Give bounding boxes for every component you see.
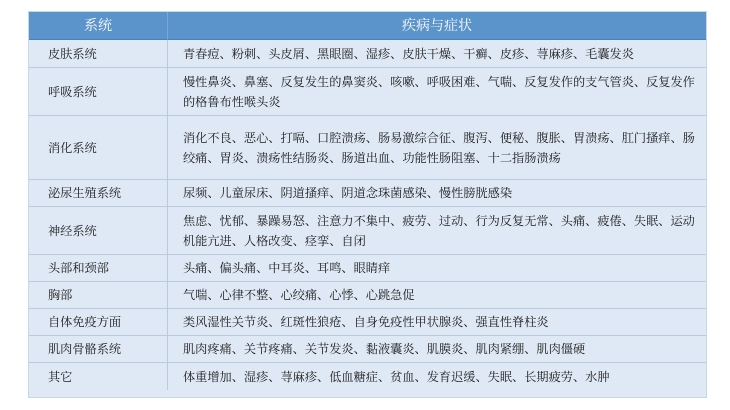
row-system: 胸部 bbox=[29, 282, 168, 309]
row-symptoms: 类风湿性关节炎、红斑性狼疮、自身免疫性甲状腺炎、强直性脊柱炎 bbox=[168, 309, 706, 336]
row-symptoms: 慢性鼻炎、鼻塞、反复发生的鼻窦炎、咳嗽、呼吸困难、气喘、反复发作的支气管炎、反复发作的格鲁布性喉头炎 bbox=[168, 68, 706, 116]
row-system: 头部和颈部 bbox=[29, 255, 168, 282]
row-symptoms: 青春痘、粉刺、头皮屑、黑眼圈、湿疹、皮肤干燥、干癣、皮疹、荨麻疹、毛囊发炎 bbox=[168, 40, 706, 68]
row-system: 肌肉骨骼系统 bbox=[29, 336, 168, 363]
row-symptoms: 体重增加、湿疹、荨麻疹、低血糖症、贫血、发育迟缓、失眠、长期疲劳、水肿 bbox=[183, 369, 610, 384]
row-symptoms: 消化不良、恶心、打嗝、口腔溃疡、肠易激综合征、腹泻、便秘、腹胀、胃溃疡、肛门搔痒、肠绞痛、胃炎、溃疡性结肠炎、肠道出血、功能性肠阻塞、十二指肠溃疡 bbox=[168, 116, 706, 180]
row-system: 自体免疫方面 bbox=[29, 309, 168, 336]
row-system: 消化系统 bbox=[29, 116, 168, 180]
row-symptoms: 气喘、心律不整、心绞痛、心悸、心跳急促 bbox=[168, 282, 706, 309]
row-system: 呼吸系统 bbox=[29, 68, 168, 116]
symptom-table bbox=[28, 11, 707, 398]
row-symptoms: 肌肉疼痛、关节疼痛、关节发炎、黏液囊炎、肌膜炎、肌肉紧绷、肌肉僵硬 bbox=[168, 336, 706, 363]
header-symptoms: 疾病与症状 bbox=[168, 12, 706, 40]
header-system: 系统 bbox=[29, 12, 168, 40]
row-symptoms: 焦虑、忧郁、暴躁易怒、注意力不集中、疲劳、过动、行为反复无常、头痛、疲倦、失眠、运动机能亢进、人格改变、痉挛、自闭 bbox=[168, 207, 706, 255]
row-system: 其它 bbox=[29, 363, 168, 390]
row-symptoms: 尿频、儿童尿床、阴道搔痒、阴道念珠菌感染、慢性膀胱感染 bbox=[168, 180, 706, 207]
row-symptoms: 头痛、偏头痛、中耳炎、耳鸣、眼睛痒 bbox=[168, 255, 706, 282]
row-system: 泌尿生殖系统 bbox=[29, 180, 168, 207]
row-system: 皮肤系统 bbox=[29, 40, 168, 68]
row-system: 神经系统 bbox=[29, 207, 168, 255]
